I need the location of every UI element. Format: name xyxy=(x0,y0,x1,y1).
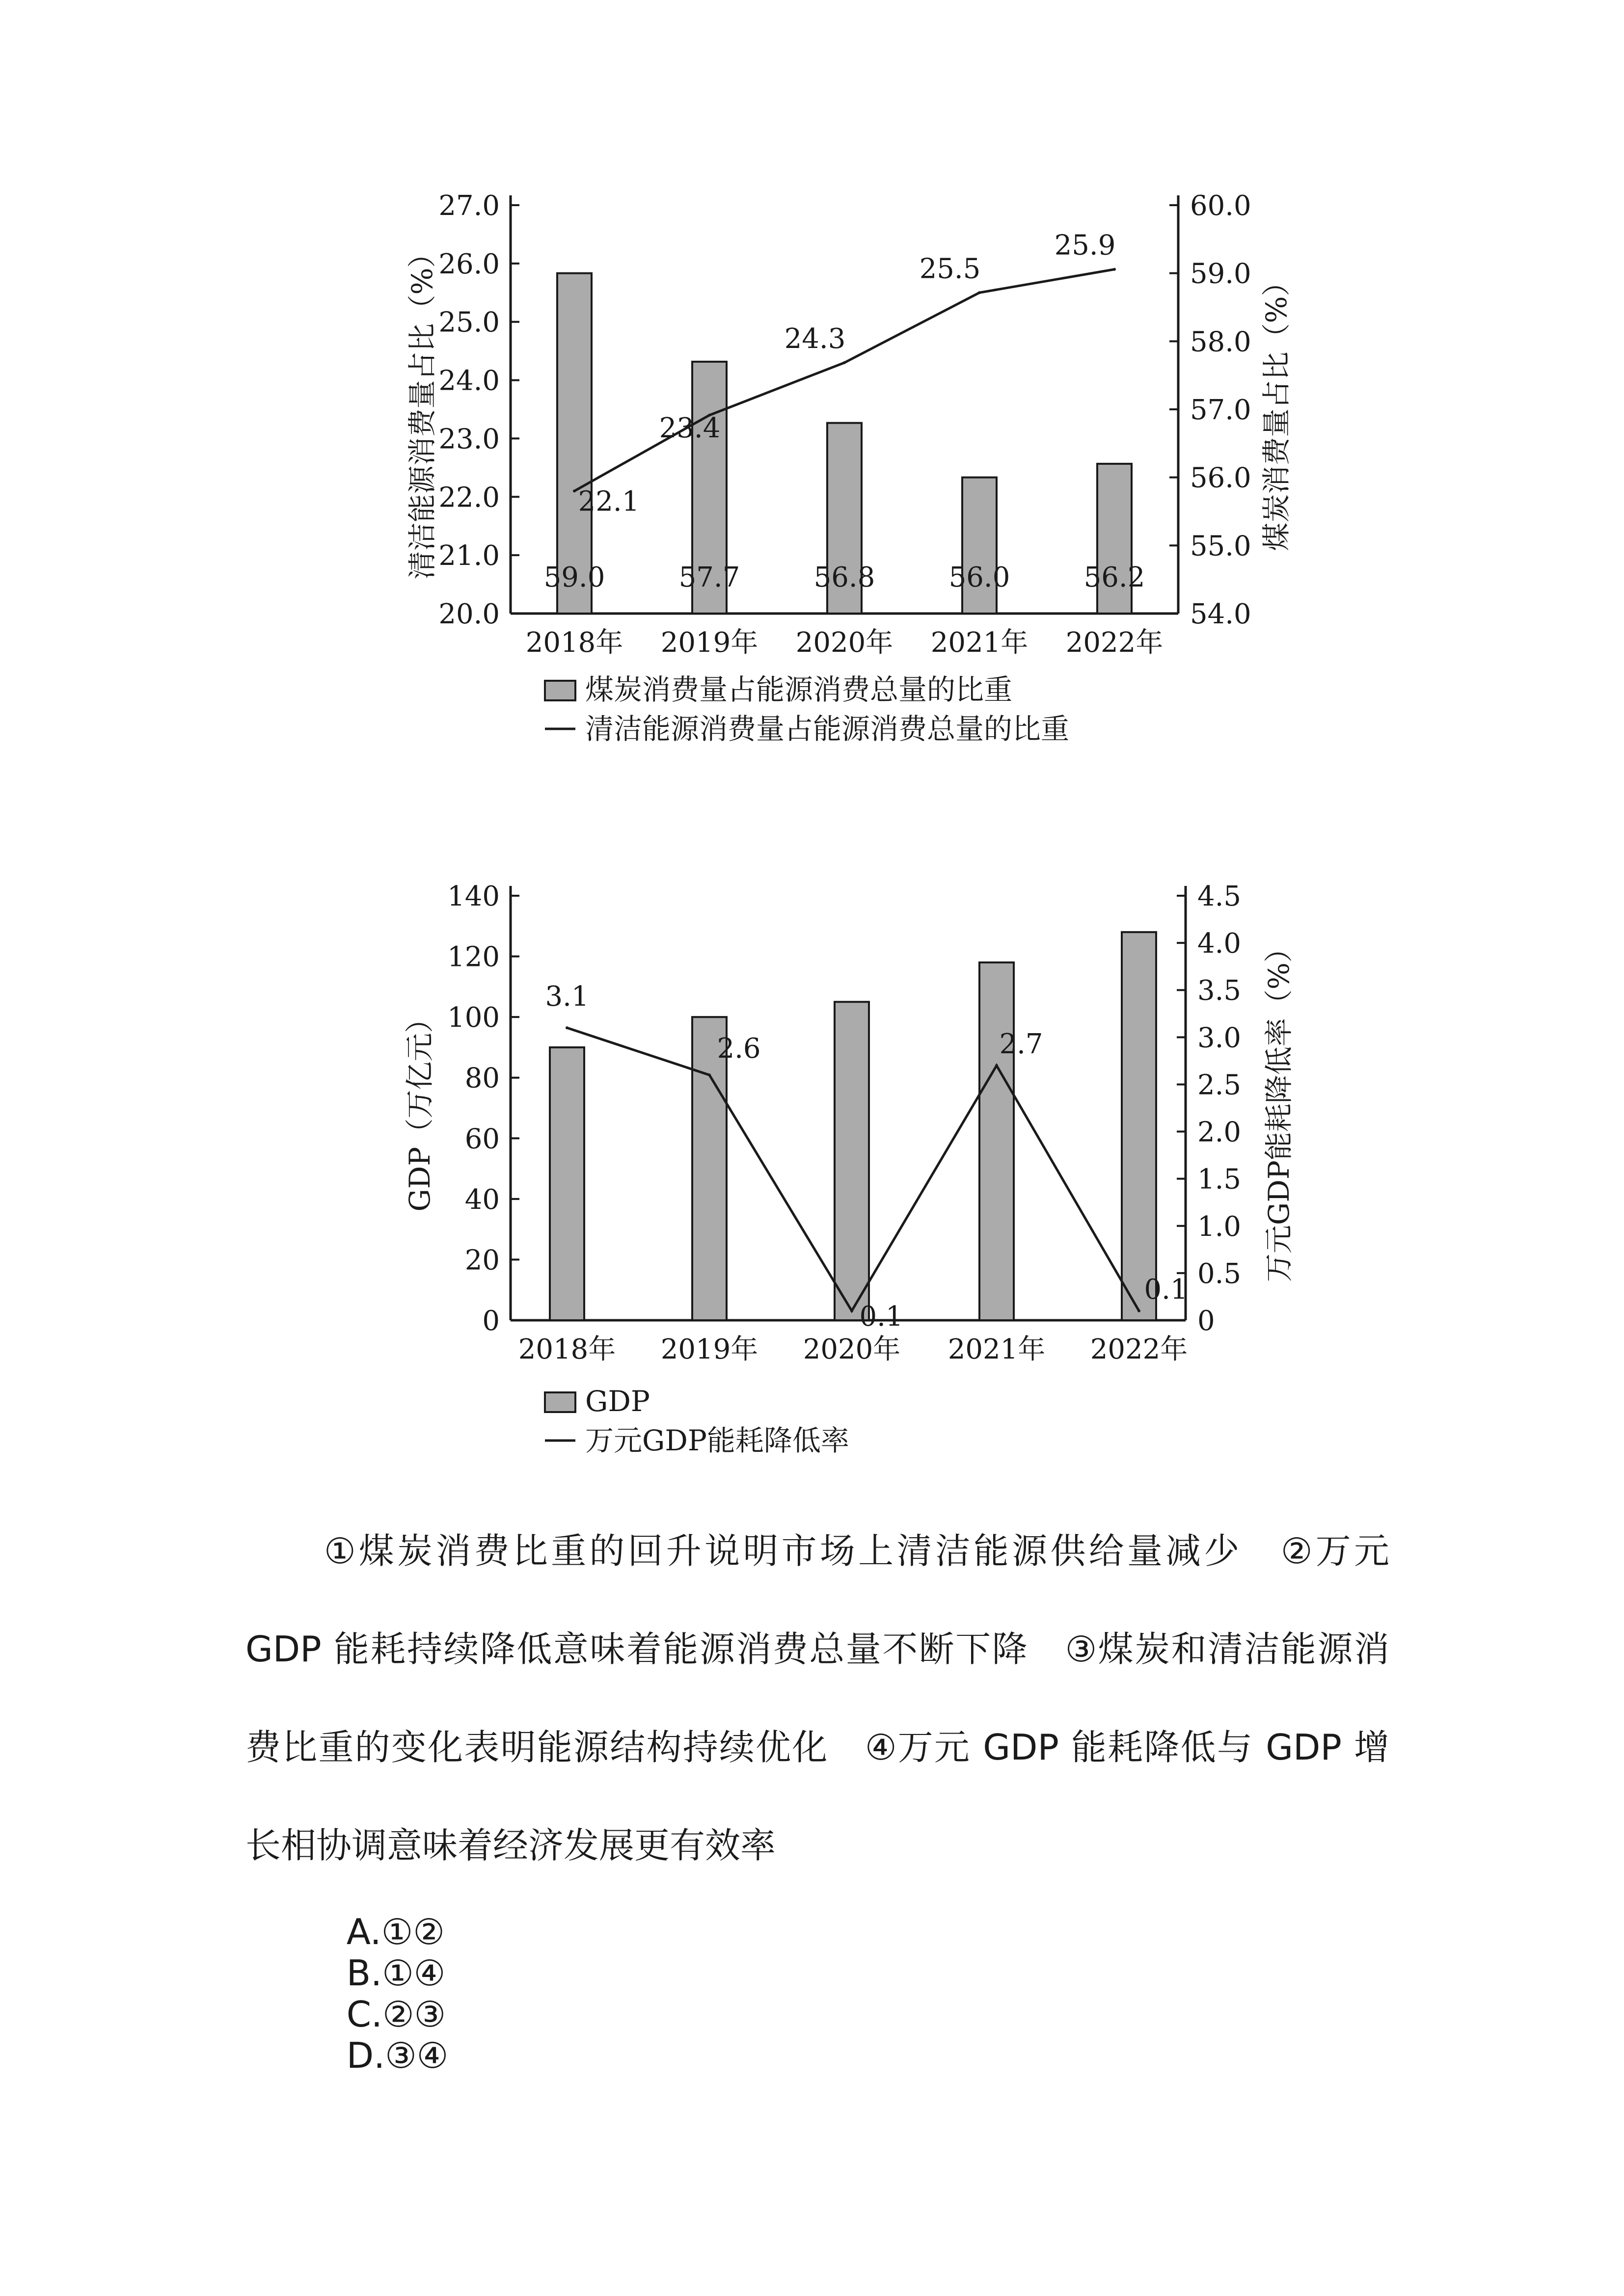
line-value-label: 0.1 xyxy=(859,1300,903,1333)
line-point xyxy=(978,291,981,294)
right-tick-label: 0.5 xyxy=(1197,1257,1242,1290)
question-paragraph xyxy=(245,1502,1389,1895)
legend-bar-swatch xyxy=(545,681,575,700)
right-tick-label: 54.0 xyxy=(1190,598,1251,630)
bar xyxy=(835,1002,869,1320)
left-tick-label: 22.0 xyxy=(438,481,500,514)
left-tick-label: 24.0 xyxy=(438,365,500,397)
left-tick-label: 25.0 xyxy=(438,306,500,339)
x-tick-label: 2022年 xyxy=(1090,1334,1188,1365)
right-tick-label: 2.5 xyxy=(1197,1069,1242,1101)
line-point xyxy=(1113,268,1116,271)
line-value-label: 25.9 xyxy=(1054,229,1116,262)
bar-value-label: 56.0 xyxy=(948,561,1010,593)
answer-options xyxy=(324,1870,459,2076)
left-tick-label: 80 xyxy=(464,1062,500,1095)
right-tick-label: 4.5 xyxy=(1197,881,1242,912)
right-tick-label: 1.5 xyxy=(1197,1163,1242,1196)
bar-value-label: 57.7 xyxy=(678,561,740,593)
line-point xyxy=(708,1073,711,1076)
left-tick-label: 26.0 xyxy=(438,248,500,280)
line-point xyxy=(850,1309,853,1312)
left-tick-label: 120 xyxy=(447,941,500,973)
option-c[interactable]: C.②③ xyxy=(346,1994,446,2035)
right-axis-title: 万元GDP能耗降低率（%） xyxy=(1262,934,1296,1282)
legend-bar-swatch xyxy=(545,1392,575,1412)
right-tick-label: 60.0 xyxy=(1190,190,1251,222)
right-tick-label: 1.0 xyxy=(1197,1210,1242,1243)
left-tick-label: 40 xyxy=(464,1183,500,1216)
left-tick-label: 27.0 xyxy=(438,190,500,222)
x-tick-label: 2021年 xyxy=(930,627,1029,659)
left-tick-label: 20.0 xyxy=(438,598,500,630)
right-tick-label: 2.0 xyxy=(1197,1116,1242,1148)
x-tick-label: 2019年 xyxy=(660,1334,758,1365)
legend-bar-label: 煤炭消费量占能源消费总量的比重 xyxy=(585,673,1013,706)
line-point xyxy=(843,361,846,364)
bar-value-label: 56.8 xyxy=(813,561,875,593)
right-tick-label: 3.0 xyxy=(1197,1022,1242,1054)
chart-gdp-energy-intensity xyxy=(403,881,1296,1457)
line-value-label: 25.5 xyxy=(919,253,981,285)
line-value-label: 2.7 xyxy=(999,1028,1043,1060)
legend-bar-label: GDP xyxy=(585,1385,650,1418)
line-point xyxy=(1137,1309,1140,1312)
left-tick-label: 0 xyxy=(482,1305,500,1337)
line-value-label: 3.1 xyxy=(545,981,589,1013)
bar xyxy=(979,962,1014,1320)
right-tick-label: 59.0 xyxy=(1190,258,1251,290)
right-tick-label: 58.0 xyxy=(1190,326,1251,358)
legend-line-label: 万元GDP能耗降低率 xyxy=(585,1424,849,1457)
left-tick-label: 60 xyxy=(464,1123,500,1155)
bar xyxy=(550,1047,584,1320)
option-a[interactable]: A.①② xyxy=(346,1911,445,1952)
line-point xyxy=(995,1064,998,1067)
x-tick-label: 2019年 xyxy=(660,627,758,659)
left-axis-title: 清洁能源消费量占比（%） xyxy=(406,239,439,580)
line-value-label: 2.6 xyxy=(717,1033,761,1065)
x-tick-label: 2022年 xyxy=(1065,627,1164,659)
right-axis-title: 煤炭消费量占比（%） xyxy=(1260,267,1293,551)
x-tick-label: 2018年 xyxy=(525,627,623,659)
legend-line-label: 清洁能源消费量占能源消费总量的比重 xyxy=(585,712,1070,746)
line-point xyxy=(566,1026,568,1029)
line-value-label: 0.1 xyxy=(1144,1273,1188,1306)
bar-value-label: 59.0 xyxy=(543,561,605,593)
bar-value-label: 56.2 xyxy=(1083,561,1145,593)
line-value-label: 24.3 xyxy=(784,322,846,355)
right-tick-label: 55.0 xyxy=(1190,530,1251,562)
right-tick-label: 0 xyxy=(1197,1305,1215,1337)
left-tick-label: 23.0 xyxy=(438,423,500,455)
bar xyxy=(1122,932,1156,1320)
x-tick-label: 2020年 xyxy=(795,627,893,659)
left-tick-label: 21.0 xyxy=(438,540,500,572)
line-point xyxy=(573,489,576,492)
x-tick-label: 2020年 xyxy=(803,1334,901,1365)
left-tick-label: 100 xyxy=(447,1002,500,1034)
x-tick-label: 2021年 xyxy=(947,1334,1046,1365)
right-tick-label: 3.5 xyxy=(1197,975,1242,1007)
left-tick-label: 140 xyxy=(447,881,500,912)
x-tick-label: 2018年 xyxy=(518,1334,616,1365)
line-value-label: 22.1 xyxy=(578,485,640,518)
left-tick-label: 20 xyxy=(464,1244,500,1277)
right-tick-label: 57.0 xyxy=(1190,394,1251,426)
right-tick-label: 56.0 xyxy=(1190,462,1251,494)
chart-energy-share xyxy=(406,190,1293,746)
option-b[interactable]: B.①④ xyxy=(346,1952,446,1994)
left-axis-title: GDP（万亿元） xyxy=(403,1004,436,1212)
right-tick-label: 4.0 xyxy=(1197,928,1242,960)
option-d[interactable]: D.③④ xyxy=(346,2035,449,2076)
question-statements: ①煤炭消费比重的回升说明市场上清洁能源供给量减少 ②万元 GDP 能耗持续降低意味着能源消费总量不断下降 ③煤炭和清洁能源消费比重的变化表明能源结构持续优化 ④万元 GDP 能耗降低与 GDP 增长相协调意味着经济发展更有效率 xyxy=(245,1530,1389,1866)
line-value-label: 23.4 xyxy=(659,412,721,444)
